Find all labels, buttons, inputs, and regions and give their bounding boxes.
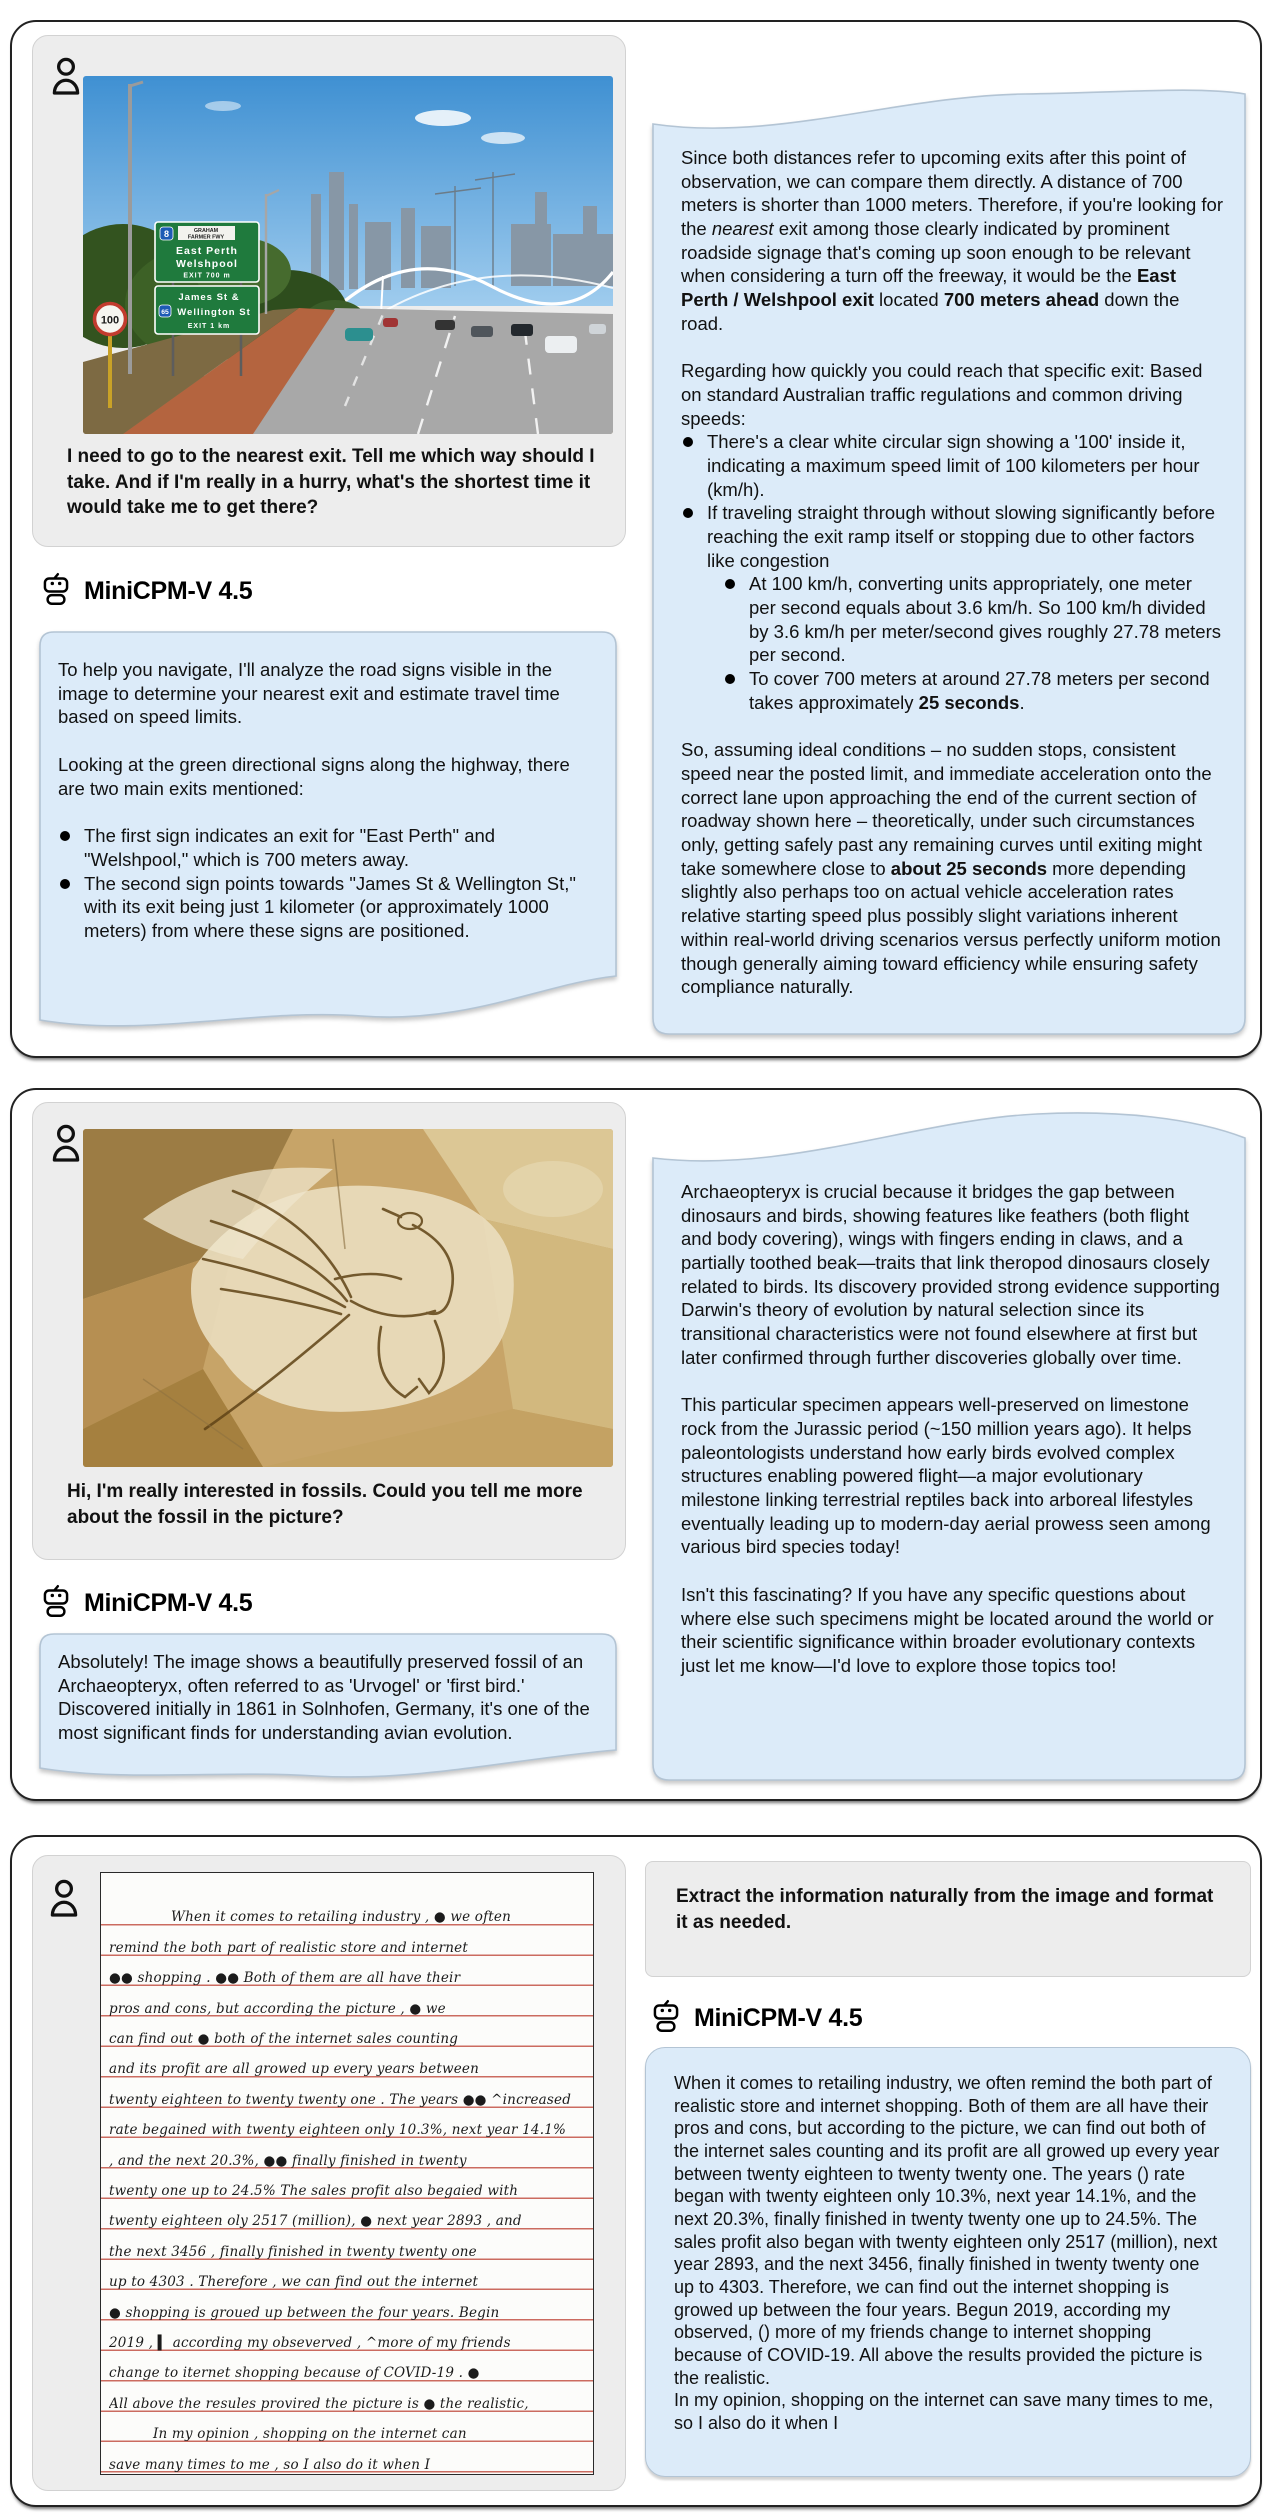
svg-text:FARMER FWY: FARMER FWY — [187, 234, 225, 241]
reply-paragraph: Since both distances refer to upcoming exits after this point of observation, we can compare them directly. A distance of 700 meters is shorter than 1000 meters. Therefore, if you're looking for the nearest exit among those clearly indicated by prominent roadside signage that's coming up soon enough to be relevant when considering a turn off the freeway, it would be the East Perth / Welshpool exit located 700 meters ahead down the road. — [681, 147, 1224, 334]
reply-paragraph: Regarding how quickly you could reach that specific exit: Based on standard Australian traffic regulations and common driving speeds: — [681, 360, 1203, 429]
highway-photo — [83, 76, 613, 434]
handwriting-line: All above the resules provired the picture is ● the realistic, — [109, 2395, 529, 2412]
handwriting-line: can find out ● both of the internet sales counting — [109, 2030, 459, 2047]
handwriting-line: save many times to me , so I also do it when I — [109, 2456, 431, 2473]
user-message-card — [32, 35, 626, 547]
user-question: Hi, I'm really interested in fossils. Could you tell me more about the fossil in the picture? — [67, 1481, 583, 1528]
ruled-lines — [101, 1895, 593, 2474]
demo-panel-handwriting — [10, 1835, 1262, 2507]
model-name: MiniCPM-V 4.5 — [84, 577, 253, 605]
svg-text:Wellington St: Wellington St — [177, 307, 251, 318]
handwriting-line: remind the both part of realistic store and internet — [109, 1939, 468, 1956]
svg-text:100: 100 — [100, 314, 120, 327]
model-name: MiniCPM-V 4.5 — [84, 1589, 253, 1617]
sub-bullet-item: To cover 700 meters at around 27.78 meters per second takes approximately 25 seconds. — [723, 667, 1223, 714]
robot-icon — [40, 572, 72, 611]
model-header — [40, 1584, 252, 1623]
reply-paragraph: When it comes to retailing industry, we often remind the both part of realistic store and internet shopping. Both of them are all have their pros and cons, but according to the picture, we can find out both of the internet sales counting and its profit are all growed up every year between twenty eighteen to twenty twenty one. The years () rate began with twenty eighteen only 10.3%, next year 14.1%, and the next 20.3%, finally finished in twenty twenty one up to 24.5%. The sales profit also began with twenty eighteen only 2517 (million), next year 2893, and the next 3456, finally finished in twenty twenty one up to 4303. Therefore, we can find out the internet shopping is growed up between the four years. Begun 2019, according my observed, () more of my friends change to internet shopping because of COVID-19. All above the results provided the picture is the realistic. — [674, 2073, 1220, 2388]
demo-panel-navigation — [10, 20, 1262, 1058]
person-icon — [49, 1123, 83, 1168]
handwritten-note-image — [100, 1872, 594, 2475]
model-reply-right — [645, 1104, 1253, 1788]
reply-paragraph: Looking at the green directional signs along the highway, there are two main exits mentioned: — [58, 754, 570, 799]
svg-text:East Perth: East Perth — [176, 245, 238, 257]
svg-text:EXIT 1 km: EXIT 1 km — [187, 323, 231, 330]
svg-text:8: 8 — [163, 229, 170, 239]
bullet-dot — [725, 674, 735, 684]
model-reply-left — [32, 624, 624, 1052]
handwriting-line: ●● shopping . ●● Both of them are all have their — [109, 1970, 461, 1987]
handwriting-line: twenty eighteen oly 2517 (million), ● next year 2893 , and — [109, 2213, 522, 2230]
model-header — [40, 572, 252, 611]
user-message-card — [32, 1855, 626, 2491]
bullet-item: There's a clear white circular sign showing a '100' inside it, indicating a maximum speed limit of 100 kilometers per hour (km/h). — [681, 430, 1223, 501]
reply-paragraph: To help you navigate, I'll analyze the road signs visible in the image to determine your nearest exit and estimate travel time based on speed limits. — [58, 659, 560, 728]
person-icon — [47, 1878, 81, 1923]
user-question: I need to go to the nearest exit. Tell me which way should I take. And if I'm really in a hurry, what's the shortest time it would take me to get there? — [67, 446, 595, 519]
fossil-photo — [83, 1129, 613, 1467]
model-header — [650, 1999, 862, 2038]
bullet-dot — [60, 831, 70, 841]
reply-paragraph: Archaeopteryx is crucial because it bridges the gap between dinosaurs and birds, showing features like feathers (both flight and body covering), wings with fingers ending in claws, and a partially toothed beak—traits that link theropod dinosaurs closely related to birds. Its discovery provided strong evidence supporting Darwin's theory of evolution by natural selection since its transitional characteristics were not found elsewhere at first but later confirmed through further discoveries globally over time. — [681, 1181, 1220, 1368]
reply-paragraph: Isn't this fascinating? If you have any specific questions about where else such specimens might be located around the world or their scientific significance within broader evolutionary contexts just let me know—I'd love to explore those topics too! — [681, 1584, 1214, 1677]
bullet-dot — [683, 508, 693, 518]
model-name: MiniCPM-V 4.5 — [694, 2004, 863, 2032]
svg-text:GRAHAM: GRAHAM — [193, 228, 219, 234]
user-instruction: Extract the information naturally from the image and format it as needed. — [676, 1886, 1214, 1933]
user-instruction-card — [645, 1861, 1251, 1977]
handwriting-line: change to iternet shopping because of COVID-19 . ● — [109, 2365, 480, 2382]
handwriting-line: the next 3456 , finally finished in twenty twenty one — [109, 2243, 477, 2260]
reply-paragraph: Absolutely! The image shows a beautifully preserved fossil of an Archaeopteryx, often referred to as 'Urvogel' or 'first bird.' Discovered initially in 1861 in Solnhofen, Germany, it's one of the most significant finds for understanding avian evolution. — [58, 1651, 590, 1744]
svg-text:EXIT 700 m: EXIT 700 m — [183, 272, 231, 280]
reply-paragraph: This particular specimen appears well-preserved on limestone rock from the Jurassic period (~150 million years ago). It helps paleontologists understand how early birds evolved complex structures enabling powered flight—a major evolutionary milestone linking terrestrial reptiles back into arboreal lifestyles eventually leading up to modern-day aerial prowess seen among various bird species today! — [681, 1394, 1211, 1558]
handwriting-line: When it comes to retailing industry , ● we often — [171, 1909, 512, 1926]
exit-sign-james-st — [155, 286, 259, 334]
bullet-item: The first sign indicates an exit for "East Perth" and "Welshpool," which is 700 meters away. — [58, 824, 598, 871]
bullet-dot — [683, 437, 693, 447]
model-reply-right — [645, 2047, 1251, 2477]
bullet-dot — [60, 879, 70, 889]
handwriting-line: ● shopping is groued up between the four years. Begin — [109, 2304, 500, 2321]
robot-icon — [40, 1584, 72, 1623]
bullet-item: The second sign points towards "James St & Wellington St," with its exit being just 1 kilometer (or approximately 1000 meters) from where these signs are positioned. — [58, 872, 598, 943]
reply-paragraph: In my opinion, shopping on the internet can save many times to me, so I also do it when I — [674, 2390, 1214, 2434]
svg-text:Welshpool: Welshpool — [176, 258, 238, 270]
sub-bullet-item: At 100 km/h, converting units appropriately, one meter per second equals about 3.6 km/h. So 100 km/h divided by 3.6 km/h per meter/second gives roughly 27.78 meters per second. — [723, 572, 1223, 667]
svg-text:65: 65 — [161, 309, 169, 316]
bullet-dot — [725, 579, 735, 589]
handwriting-line: and its profit are all growed up every years between — [109, 2061, 479, 2078]
demo-panel-fossil — [10, 1088, 1262, 1801]
handwriting-line: In my opinion , shopping on the internet can — [153, 2426, 467, 2443]
bullet-item: If traveling straight through without slowing significantly before reaching the exit ramp itself or stopping due to other factors like congestion — [681, 501, 1223, 572]
robot-icon — [650, 1999, 682, 2038]
model-reply-left — [32, 1628, 624, 1790]
svg-text:James St &: James St & — [178, 292, 240, 303]
handwriting-line: pros and cons, but according the picture , ● we — [109, 2000, 446, 2017]
person-icon — [49, 56, 83, 101]
model-reply-right — [645, 80, 1253, 1042]
user-message-card — [32, 1102, 626, 1560]
handwriting-line: 2019 , ▍ according my obseverved , ^more of my friends — [109, 2334, 511, 2351]
handwriting-line: up to 4303 . Therefore , we can find out the internet — [109, 2274, 479, 2291]
reply-paragraph: So, assuming ideal conditions – no sudden stops, consistent speed near the posted limit, and immediate acceleration onto the correct lane upon approaching the end of the current section of roadway shown here – theoretically, under such circumstances only, getting safely past any remaining curves until exiting might take somewhere close to about 25 seconds more depending slightly also perhaps too on actual vehicle acceleration rates relative starting speed plus possibly slight variations inherent within real-world driving scenarios versus perfectly uniform motion though generally aiming toward efficiency while ensuring safety compliance naturally. — [681, 739, 1221, 998]
handwriting-line: rate begained with twenty eighteen only 10.3%, next year 14.1% — [109, 2122, 567, 2139]
handwriting-line: , and the next 20.3%, ●● finally finished in twenty — [109, 2152, 467, 2169]
handwriting-line: twenty eighteen to twenty twenty one . The years ●● ^increased — [109, 2091, 572, 2108]
handwriting-line: twenty one up to 24.5% The sales profit also begaied with — [109, 2182, 519, 2199]
